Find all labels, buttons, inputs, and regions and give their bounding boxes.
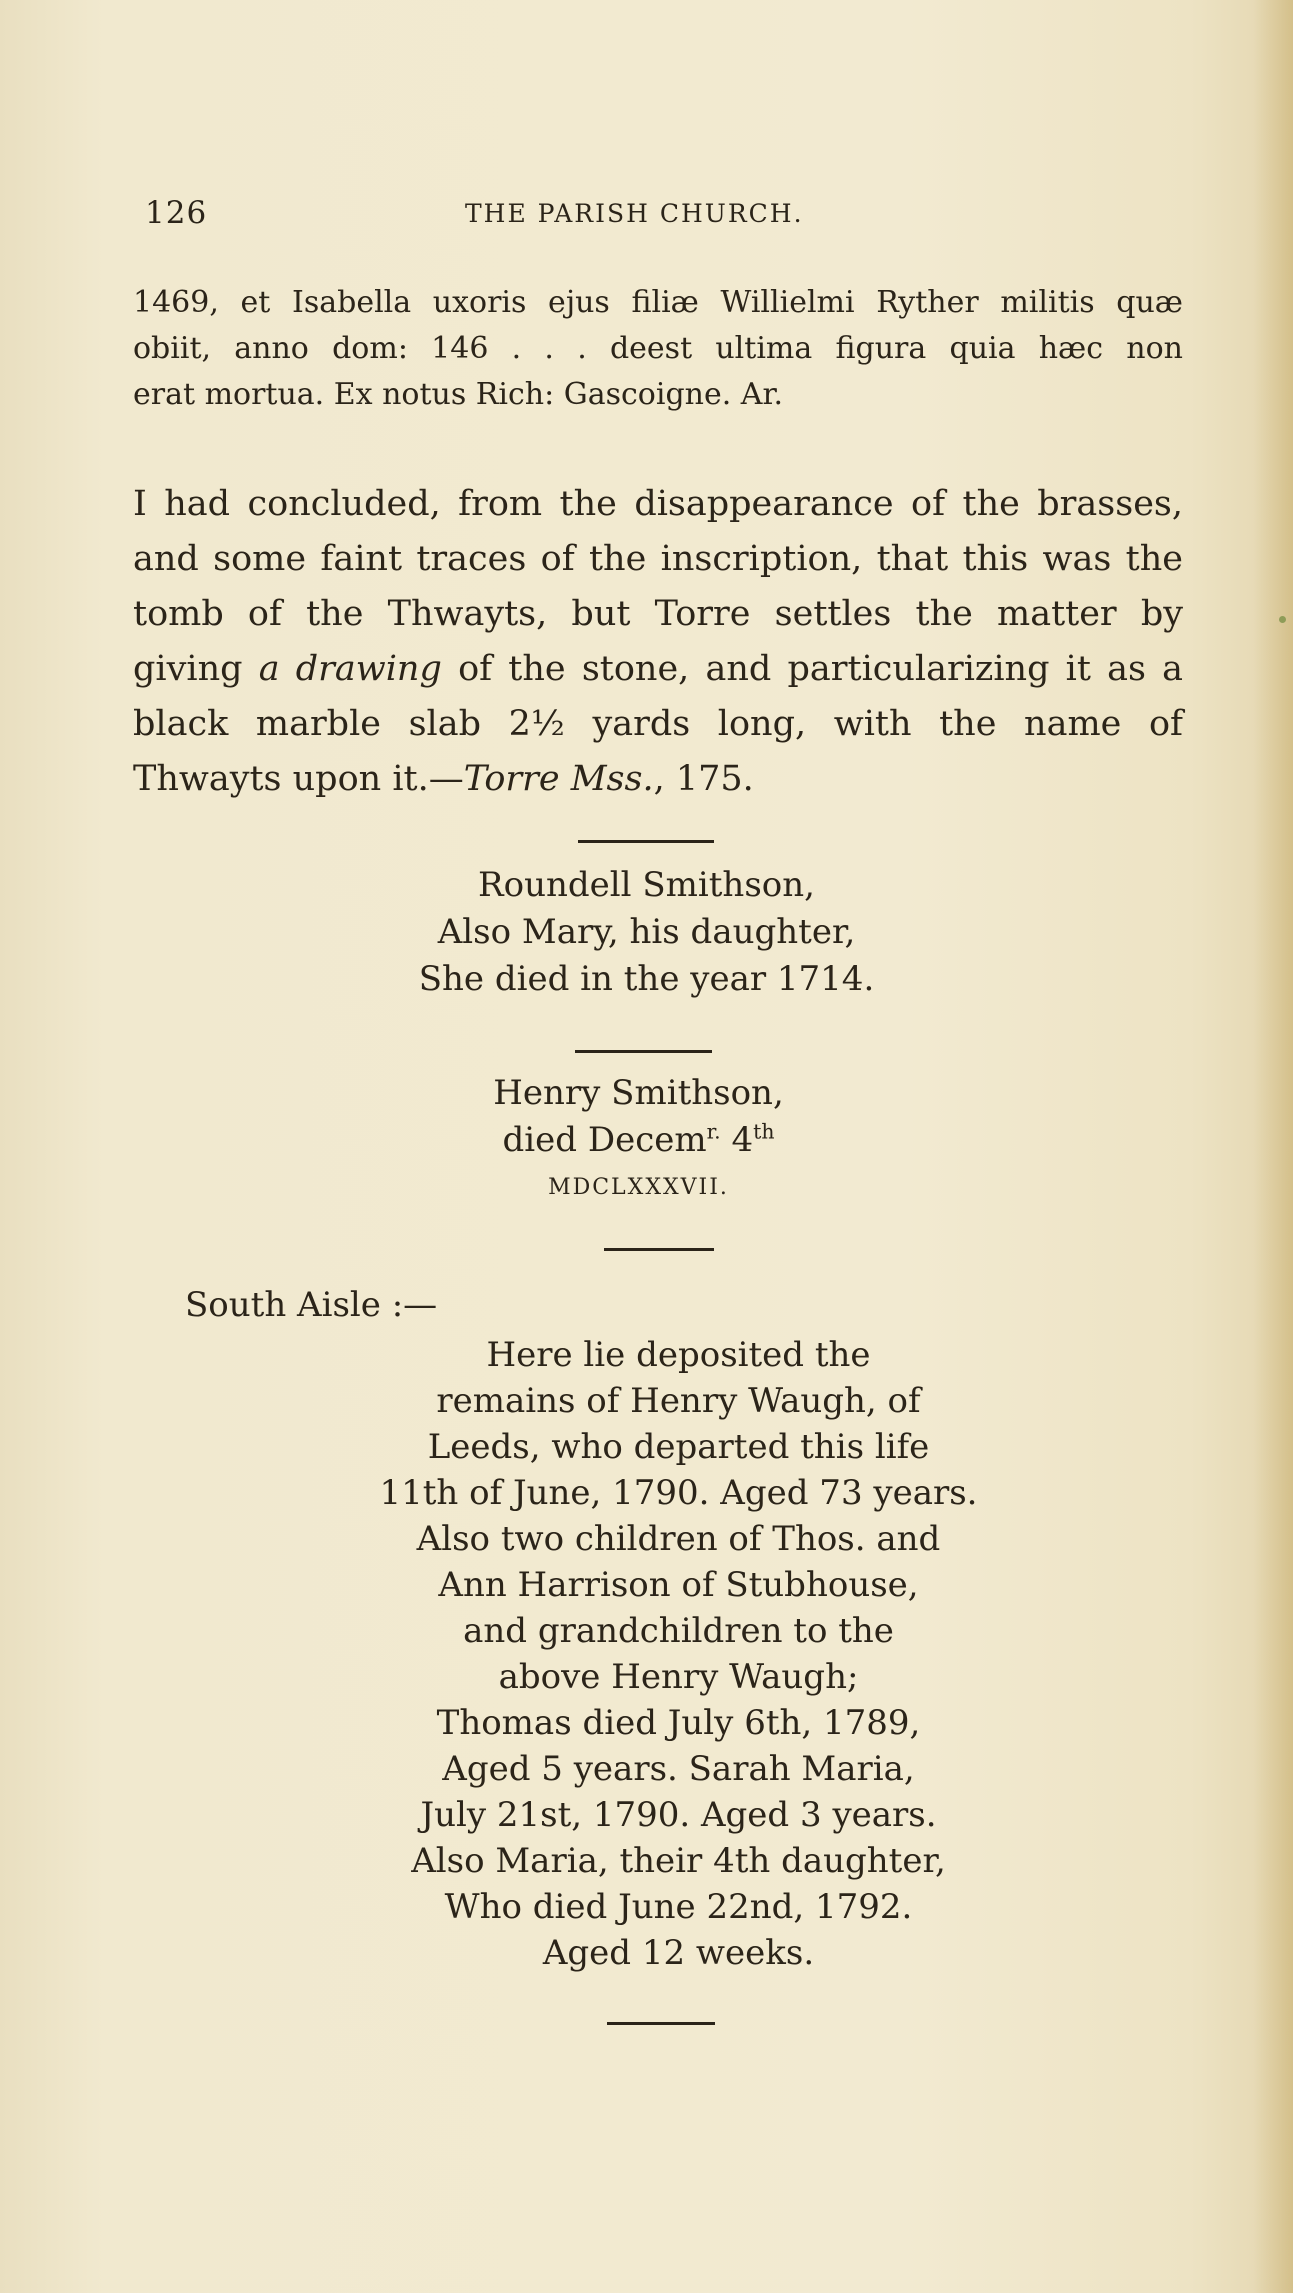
paragraph-line-6-end: , 175. xyxy=(653,759,754,799)
separator-rule-3 xyxy=(604,1248,714,1251)
ink-smudge-mark xyxy=(1279,616,1286,623)
waugh-line-3: Leeds, who departed this life xyxy=(427,1427,930,1467)
superscript-th: th xyxy=(753,1119,775,1144)
waugh-line-11: July 21st, 1790. Aged 3 years. xyxy=(420,1795,937,1835)
henry-year-roman: MDCLXXXVII. xyxy=(548,1175,729,1200)
paragraph-line-3: tomb of the Thwayts, but Torre settles the matter by xyxy=(133,594,1183,634)
commentary-paragraph xyxy=(133,477,1183,807)
henry-line-1: Henry Smithson, xyxy=(493,1073,784,1113)
latin-line-2: obiit, anno dom: 146 . . . deest ultima figura quia hæc non xyxy=(133,331,1183,366)
inscription-henry-smithson xyxy=(0,1070,1285,1211)
separator-rule-4 xyxy=(607,2022,715,2025)
waugh-line-6: Ann Harrison of Stubhouse, xyxy=(438,1565,919,1605)
smithson-line-3: She died in the year 1714. xyxy=(418,959,875,999)
page-header xyxy=(145,195,1145,235)
latin-line-1: 1469, et Isabella uxoris ejus filiæ Willielmi Ryther militis quæ xyxy=(133,285,1183,320)
waugh-line-5: Also two children of Thos. and xyxy=(416,1519,941,1559)
henry-line-2-day: 4 xyxy=(720,1120,754,1160)
paragraph-line-4 xyxy=(133,642,1183,697)
paragraph-line-2: and some faint traces of the inscription, that this was the xyxy=(133,539,1183,579)
inscription-smithson xyxy=(0,862,1293,1003)
henry-line-2-start: died Decem xyxy=(502,1120,707,1160)
waugh-line-12: Also Maria, their 4th daughter, xyxy=(411,1841,946,1881)
waugh-line-13: Who died June 22nd, 1792. xyxy=(444,1887,913,1927)
latin-inscription-text xyxy=(133,280,1183,418)
inscription-waugh xyxy=(32,1332,1293,1976)
paragraph-line-4-end: of the stone, and particularizing it as a xyxy=(441,649,1184,689)
superscript-r: r. xyxy=(706,1119,721,1144)
smithson-line-1: Roundell Smithson, xyxy=(478,865,815,905)
south-aisle-heading: South Aisle :— xyxy=(185,1285,438,1325)
henry-line-2 xyxy=(0,1117,1285,1164)
italic-torre-mss: Torre Mss. xyxy=(463,759,654,799)
waugh-line-10: Aged 5 years. Sarah Maria, xyxy=(442,1749,915,1789)
waugh-line-1: Here lie deposited the xyxy=(486,1335,871,1375)
paragraph-line-5: black marble slab 2½ yards long, with the name of xyxy=(133,704,1183,744)
separator-rule-1 xyxy=(578,840,714,843)
waugh-line-9: Thomas died July 6th, 1789, xyxy=(436,1703,921,1743)
italic-a-drawing: a drawing xyxy=(258,649,442,689)
paragraph-line-4-start: giving xyxy=(133,649,259,689)
paragraph-line-6 xyxy=(133,752,1183,807)
waugh-line-7: and grandchildren to the xyxy=(463,1611,894,1651)
separator-rule-2 xyxy=(575,1050,712,1053)
smithson-line-2: Also Mary, his daughter, xyxy=(437,912,856,952)
waugh-line-8: above Henry Waugh; xyxy=(498,1657,859,1697)
paragraph-line-1: I had concluded, from the disappearance of the brasses, xyxy=(133,484,1183,524)
latin-line-3: erat mortua. Ex notus Rich: Gascoigne. Ar. xyxy=(133,377,784,412)
paragraph-line-6-start: Thwayts upon it.— xyxy=(133,759,464,799)
waugh-line-14: Aged 12 weeks. xyxy=(542,1933,815,1973)
waugh-line-4: 11th of June, 1790. Aged 73 years. xyxy=(379,1473,978,1513)
page-number: 126 xyxy=(145,195,208,231)
running-title: THE PARISH CHURCH. xyxy=(465,199,804,228)
waugh-line-2: remains of Henry Waugh, of xyxy=(436,1381,921,1421)
